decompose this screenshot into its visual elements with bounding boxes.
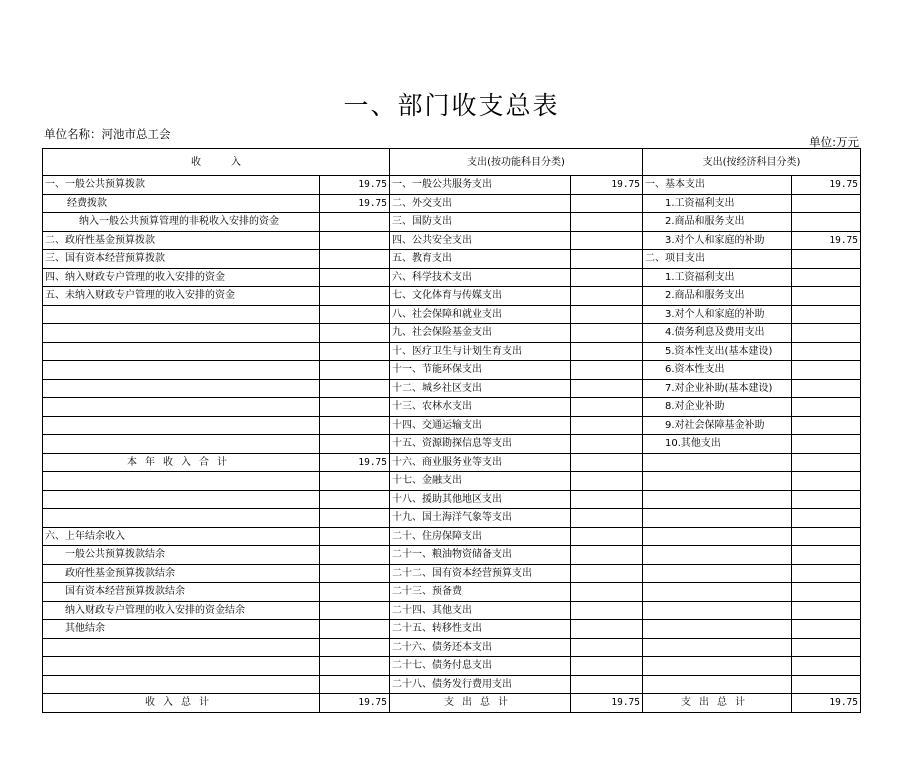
func-expense-header: 支出(按功能科目分类) bbox=[390, 149, 643, 176]
func-expense-amount bbox=[571, 268, 643, 287]
table-row bbox=[43, 490, 861, 509]
income-item: 纳入一般公共预算管理的非税收入安排的资金 bbox=[43, 213, 320, 232]
income-item bbox=[43, 675, 320, 694]
econ-expense-item bbox=[643, 638, 792, 657]
func-expense-item: 四、公共安全支出 bbox=[390, 231, 571, 250]
income-amount bbox=[320, 601, 390, 620]
income-amount bbox=[320, 268, 390, 287]
table-row bbox=[43, 287, 861, 306]
func-expense-item: 十、医疗卫生与计划生育支出 bbox=[390, 342, 571, 361]
func-expense-item: 二、外交支出 bbox=[390, 194, 571, 213]
table-row bbox=[43, 379, 861, 398]
econ-expense-item bbox=[643, 657, 792, 676]
econ-expense-amount bbox=[792, 361, 861, 380]
econ-expense-amount bbox=[792, 453, 861, 472]
func-expense-amount bbox=[571, 583, 643, 602]
func-expense-amount bbox=[571, 231, 643, 250]
func-expense-amount bbox=[571, 416, 643, 435]
unit-name: 单位名称：河池市总工会 bbox=[44, 127, 171, 141]
econ-expense-amount: 19.75 bbox=[792, 176, 861, 195]
econ-expense-item: 一、基本支出 bbox=[643, 176, 792, 195]
table-row bbox=[43, 675, 861, 694]
table-row bbox=[43, 435, 861, 454]
func-expense-amount: 19.75 bbox=[571, 176, 643, 195]
func-expense-amount bbox=[571, 194, 643, 213]
econ-total-label: 支出总计 bbox=[643, 694, 792, 713]
func-total-value: 19.75 bbox=[571, 694, 643, 713]
econ-expense-amount bbox=[792, 194, 861, 213]
income-item bbox=[43, 398, 320, 417]
income-amount bbox=[320, 564, 390, 583]
econ-expense-amount bbox=[792, 583, 861, 602]
econ-expense-amount bbox=[792, 250, 861, 269]
income-amount bbox=[320, 416, 390, 435]
income-amount bbox=[320, 638, 390, 657]
econ-expense-amount bbox=[792, 213, 861, 232]
func-expense-item: 五、教育支出 bbox=[390, 250, 571, 269]
income-item: 国有资本经营预算拨款结余 bbox=[43, 583, 320, 602]
func-expense-amount bbox=[571, 601, 643, 620]
income-total-label: 收入总计 bbox=[43, 694, 320, 713]
income-item bbox=[43, 490, 320, 509]
income-amount bbox=[320, 583, 390, 602]
func-expense-item: 二十七、债务付息支出 bbox=[390, 657, 571, 676]
income-item bbox=[43, 324, 320, 343]
econ-expense-item bbox=[643, 546, 792, 565]
income-amount bbox=[320, 657, 390, 676]
func-expense-amount bbox=[571, 398, 643, 417]
econ-expense-item: 1.工资福利支出 bbox=[643, 268, 792, 287]
table-row bbox=[43, 176, 861, 195]
func-expense-item: 十四、交通运输支出 bbox=[390, 416, 571, 435]
econ-expense-item bbox=[643, 620, 792, 639]
func-expense-item: 二十五、转移性支出 bbox=[390, 620, 571, 639]
func-expense-amount bbox=[571, 657, 643, 676]
econ-expense-item: 4.债务利息及费用支出 bbox=[643, 324, 792, 343]
econ-expense-item: 2.商品和服务支出 bbox=[643, 213, 792, 232]
func-expense-item: 十三、农林水支出 bbox=[390, 398, 571, 417]
income-total-value: 19.75 bbox=[320, 694, 390, 713]
econ-expense-item bbox=[643, 601, 792, 620]
func-expense-item: 六、科学技术支出 bbox=[390, 268, 571, 287]
econ-expense-item: 7.对企业补助(基本建设) bbox=[643, 379, 792, 398]
table-row bbox=[43, 398, 861, 417]
table-row bbox=[43, 324, 861, 343]
income-header: 收 入 bbox=[43, 149, 390, 176]
func-expense-amount bbox=[571, 361, 643, 380]
econ-total-value: 19.75 bbox=[792, 694, 861, 713]
income-item bbox=[43, 361, 320, 380]
econ-expense-amount bbox=[792, 435, 861, 454]
econ-expense-item bbox=[643, 527, 792, 546]
income-amount: 19.75 bbox=[320, 453, 390, 472]
func-expense-amount bbox=[571, 527, 643, 546]
econ-expense-amount bbox=[792, 638, 861, 657]
func-expense-amount bbox=[571, 287, 643, 306]
func-expense-amount bbox=[571, 546, 643, 565]
income-amount bbox=[320, 675, 390, 694]
func-expense-item: 二十六、债务还本支出 bbox=[390, 638, 571, 657]
econ-expense-item: 3.对个人和家庭的补助 bbox=[643, 305, 792, 324]
table-row bbox=[43, 268, 861, 287]
table-row bbox=[43, 527, 861, 546]
econ-expense-item: 10.其他支出 bbox=[643, 435, 792, 454]
econ-expense-amount bbox=[792, 509, 861, 528]
econ-expense-amount bbox=[792, 287, 861, 306]
income-amount bbox=[320, 472, 390, 491]
func-expense-item: 十二、城乡社区支出 bbox=[390, 379, 571, 398]
income-item: 纳入财政专户管理的收入安排的资金结余 bbox=[43, 601, 320, 620]
econ-expense-amount bbox=[792, 472, 861, 491]
income-amount bbox=[320, 527, 390, 546]
unit-label: 单位:万元 bbox=[809, 135, 859, 149]
income-amount bbox=[320, 509, 390, 528]
income-item bbox=[43, 435, 320, 454]
func-expense-amount bbox=[571, 379, 643, 398]
econ-expense-item bbox=[643, 583, 792, 602]
econ-expense-amount bbox=[792, 601, 861, 620]
econ-expense-amount bbox=[792, 268, 861, 287]
table-row bbox=[43, 509, 861, 528]
income-amount bbox=[320, 620, 390, 639]
func-expense-item: 八、社会保障和就业支出 bbox=[390, 305, 571, 324]
income-item bbox=[43, 416, 320, 435]
econ-expense-amount bbox=[792, 324, 861, 343]
func-expense-item: 二十一、粮油物资储备支出 bbox=[390, 546, 571, 565]
econ-expense-header: 支出(按经济科目分类) bbox=[643, 149, 861, 176]
income-item: 六、上年结余收入 bbox=[43, 527, 320, 546]
func-expense-item: 三、国防支出 bbox=[390, 213, 571, 232]
econ-expense-amount bbox=[792, 490, 861, 509]
func-expense-item: 十五、资源勘探信息等支出 bbox=[390, 435, 571, 454]
income-item bbox=[43, 379, 320, 398]
budget-table bbox=[42, 148, 861, 713]
table-row bbox=[43, 194, 861, 213]
table-row bbox=[43, 472, 861, 491]
income-item bbox=[43, 305, 320, 324]
econ-expense-amount bbox=[792, 379, 861, 398]
func-expense-item: 二十、住房保障支出 bbox=[390, 527, 571, 546]
page-title: 一、部门收支总表 bbox=[343, 91, 560, 120]
econ-expense-item: 1.工资福利支出 bbox=[643, 194, 792, 213]
econ-expense-amount bbox=[792, 675, 861, 694]
func-expense-amount bbox=[571, 490, 643, 509]
income-amount bbox=[320, 250, 390, 269]
income-amount bbox=[320, 379, 390, 398]
econ-expense-item: 3.对个人和家庭的补助 bbox=[643, 231, 792, 250]
table-row bbox=[43, 620, 861, 639]
income-amount bbox=[320, 213, 390, 232]
table-row bbox=[43, 416, 861, 435]
func-expense-amount bbox=[571, 638, 643, 657]
econ-expense-amount bbox=[792, 398, 861, 417]
func-expense-item: 十六、商业服务业等支出 bbox=[390, 453, 571, 472]
econ-expense-amount bbox=[792, 305, 861, 324]
income-item: 经费拨款 bbox=[43, 194, 320, 213]
table-row bbox=[43, 657, 861, 676]
func-expense-amount bbox=[571, 675, 643, 694]
econ-expense-amount bbox=[792, 342, 861, 361]
func-expense-item: 十九、国土海洋气象等支出 bbox=[390, 509, 571, 528]
econ-expense-item: 2.商品和服务支出 bbox=[643, 287, 792, 306]
func-expense-amount bbox=[571, 250, 643, 269]
func-expense-amount bbox=[571, 509, 643, 528]
func-expense-item: 二十八、债务发行费用支出 bbox=[390, 675, 571, 694]
income-amount bbox=[320, 305, 390, 324]
income-item bbox=[43, 342, 320, 361]
income-item: 二、政府性基金预算拨款 bbox=[43, 231, 320, 250]
econ-expense-amount bbox=[792, 546, 861, 565]
econ-expense-item: 5.资本性支出(基本建设) bbox=[643, 342, 792, 361]
func-expense-item: 一、一般公共服务支出 bbox=[390, 176, 571, 195]
econ-expense-amount bbox=[792, 416, 861, 435]
income-item bbox=[43, 509, 320, 528]
income-item: 四、纳入财政专户管理的收入安排的资金 bbox=[43, 268, 320, 287]
func-expense-amount bbox=[571, 453, 643, 472]
func-expense-amount bbox=[571, 472, 643, 491]
table-row bbox=[43, 250, 861, 269]
table-row bbox=[43, 342, 861, 361]
income-amount bbox=[320, 490, 390, 509]
func-expense-amount bbox=[571, 620, 643, 639]
econ-expense-item bbox=[643, 453, 792, 472]
econ-expense-amount bbox=[792, 527, 861, 546]
econ-expense-amount bbox=[792, 657, 861, 676]
func-expense-item: 七、文化体育与传媒支出 bbox=[390, 287, 571, 306]
table-row bbox=[43, 213, 861, 232]
income-amount bbox=[320, 398, 390, 417]
func-expense-amount bbox=[571, 305, 643, 324]
table-row bbox=[43, 361, 861, 380]
econ-expense-item: 6.资本性支出 bbox=[643, 361, 792, 380]
income-item: 一般公共预算拨款结余 bbox=[43, 546, 320, 565]
func-expense-amount bbox=[571, 435, 643, 454]
func-total-label: 支出总计 bbox=[390, 694, 571, 713]
income-item: 本年收入合计 bbox=[43, 453, 320, 472]
income-amount: 19.75 bbox=[320, 176, 390, 195]
econ-expense-item bbox=[643, 472, 792, 491]
income-item: 一、一般公共预算拨款 bbox=[43, 176, 320, 195]
func-expense-amount bbox=[571, 342, 643, 361]
func-expense-item: 二十二、国有资本经营预算支出 bbox=[390, 564, 571, 583]
econ-expense-amount: 19.75 bbox=[792, 231, 861, 250]
income-item bbox=[43, 657, 320, 676]
func-expense-amount bbox=[571, 324, 643, 343]
table-row bbox=[43, 583, 861, 602]
table-row bbox=[43, 231, 861, 250]
func-expense-item: 十七、金融支出 bbox=[390, 472, 571, 491]
func-expense-item: 二十四、其他支出 bbox=[390, 601, 571, 620]
func-expense-item: 二十三、预备费 bbox=[390, 583, 571, 602]
income-amount bbox=[320, 342, 390, 361]
econ-expense-item bbox=[643, 509, 792, 528]
econ-expense-amount bbox=[792, 620, 861, 639]
econ-expense-item: 9.对社会保障基金补助 bbox=[643, 416, 792, 435]
func-expense-item: 九、社会保险基金支出 bbox=[390, 324, 571, 343]
income-item: 五、未纳入财政专户管理的收入安排的资金 bbox=[43, 287, 320, 306]
table-row bbox=[43, 638, 861, 657]
income-amount bbox=[320, 361, 390, 380]
income-amount bbox=[320, 231, 390, 250]
econ-expense-item: 8.对企业补助 bbox=[643, 398, 792, 417]
income-amount bbox=[320, 324, 390, 343]
econ-expense-item bbox=[643, 490, 792, 509]
table-row bbox=[43, 305, 861, 324]
income-item: 政府性基金预算拨款结余 bbox=[43, 564, 320, 583]
table-row bbox=[43, 546, 861, 565]
income-amount bbox=[320, 287, 390, 306]
econ-expense-amount bbox=[792, 564, 861, 583]
table-row bbox=[43, 601, 861, 620]
income-item: 其他结余 bbox=[43, 620, 320, 639]
income-item bbox=[43, 472, 320, 491]
econ-expense-item bbox=[643, 675, 792, 694]
func-expense-amount bbox=[571, 564, 643, 583]
table-row bbox=[43, 564, 861, 583]
func-expense-item: 十八、援助其他地区支出 bbox=[390, 490, 571, 509]
income-amount: 19.75 bbox=[320, 194, 390, 213]
table-row bbox=[43, 453, 861, 472]
totals-row bbox=[43, 694, 861, 713]
income-amount bbox=[320, 435, 390, 454]
econ-expense-item bbox=[643, 564, 792, 583]
func-expense-amount bbox=[571, 213, 643, 232]
income-amount bbox=[320, 546, 390, 565]
header-row bbox=[43, 149, 861, 176]
income-item: 三、国有资本经营预算拨款 bbox=[43, 250, 320, 269]
econ-expense-item: 二、项目支出 bbox=[643, 250, 792, 269]
func-expense-item: 十一、节能环保支出 bbox=[390, 361, 571, 380]
income-item bbox=[43, 638, 320, 657]
